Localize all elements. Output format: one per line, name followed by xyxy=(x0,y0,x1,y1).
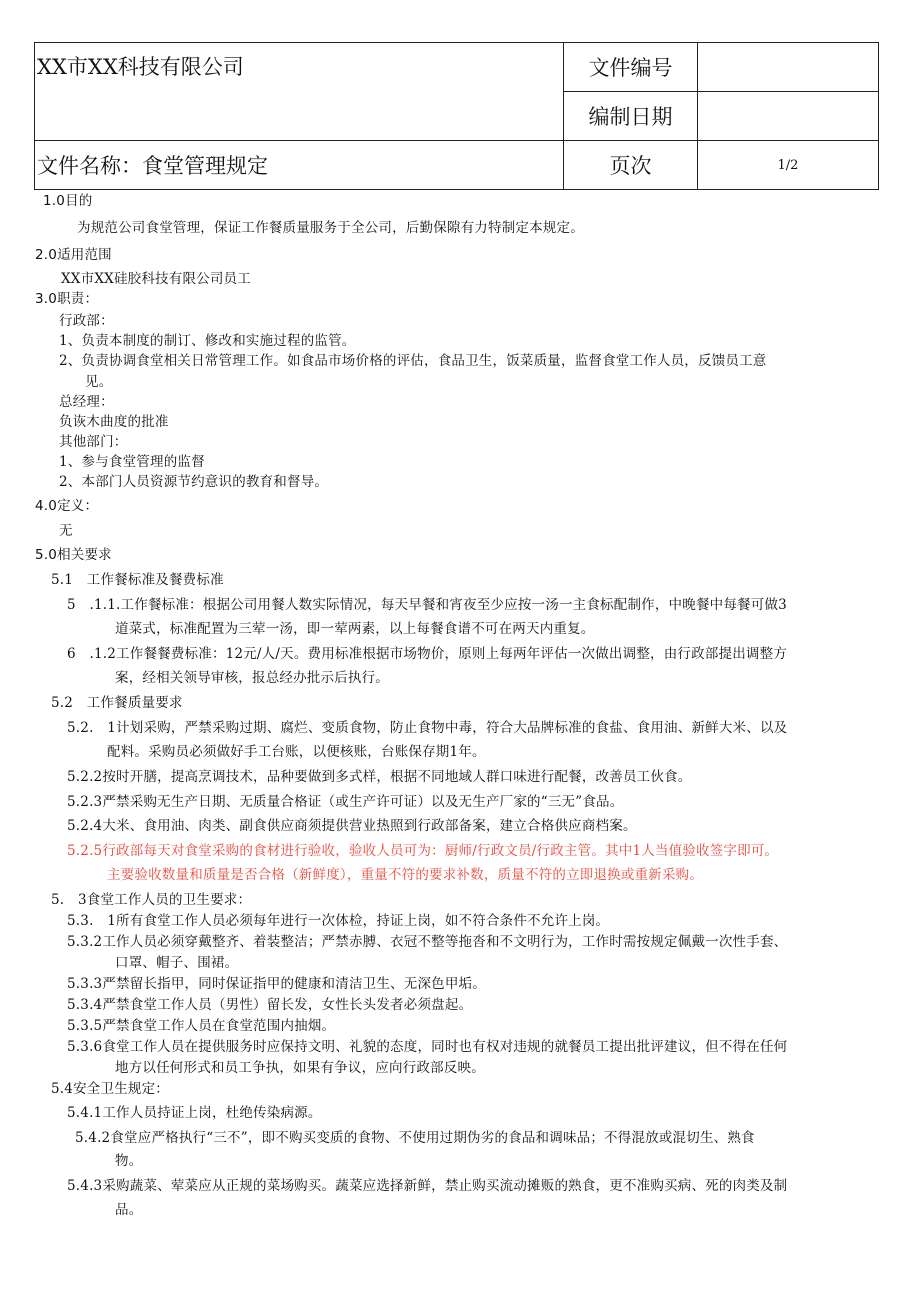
section-heading: 5.0相关要求 xyxy=(35,547,112,563)
paragraph-line: 1、参与食堂管理的监督 xyxy=(59,454,205,470)
paragraph-line: 5.3.3严禁留长指甲，同时保证指甲的健康和清洁卫生、无深色甲垢。 xyxy=(67,976,486,992)
paragraph-line: XX市XX硅胶科技有限公司员工 xyxy=(61,271,251,287)
section-heading: 1.0目的 xyxy=(43,193,93,209)
highlighted-line: 5.2.5行政部每天对食堂采购的食材进行验收，验收人员可为：厨师/行政文员/行政主管。其中1人当值验收签字即可。 xyxy=(67,843,779,859)
paragraph-line: 品。 xyxy=(115,1202,143,1218)
document-header-table xyxy=(34,42,879,190)
paragraph-line: 2、负责协调食堂相关日常管理工作。如食品市场价格的评估，食品卫生，饭菜质量，监督食堂工作人员，反馈员工意 xyxy=(59,353,767,369)
paragraph-line: 1、负责本制度的制订、修改和实施过程的监管。 xyxy=(59,333,356,349)
paragraph-line: 为规范公司食堂管理，保证工作餐质量服务于全公司，后勤保隙有力特制定本规定。 xyxy=(77,220,584,236)
compile-date-value xyxy=(698,92,879,141)
subsection-heading: 5.2 工作餐质量要求 xyxy=(51,695,183,711)
page-number: 1/2 xyxy=(698,141,879,190)
paragraph-line: 其他部门： xyxy=(59,434,128,450)
page-label: 页次 xyxy=(564,141,698,190)
paragraph-line: 5.3. 1所有食堂工作人员必须每年进行一次体检，持证上岗，如不符合条件不允许上岗。 xyxy=(67,913,610,929)
paragraph-line: 5.3.2工作人员必须穿戴整齐、着装整洁；严禁赤膊、衣冠不整等拖沓和不文明行为，工作时需按规定佩戴一次性手套、 xyxy=(67,934,788,950)
paragraph-line: 6 .1.2工作餐餐费标准：12元/人/天。费用标准根据市场物价，原则上每两年评估一次做出调整，由行政部提出调整方 xyxy=(67,646,788,662)
paragraph-line: 案，经相关领导审核，报总经办批示后执行。 xyxy=(115,670,389,686)
compile-date-label: 编制日期 xyxy=(564,92,698,141)
paragraph-line: 口罩、帽子、围裙。 xyxy=(115,955,239,971)
paragraph-line: 负诙木曲度的批准 xyxy=(59,414,169,430)
paragraph-line: 5.2.4大米、食用油、肉类、副食供应商须提供营业热照到行政部备案，建立合格供应商档案。 xyxy=(67,818,637,834)
subsection-heading: 5.4安全卫生规定： xyxy=(51,1081,169,1097)
file-number-label: 文件编号 xyxy=(564,43,698,92)
paragraph-line: 5.4.3采购蔬菜、荤菜应从正规的菜场购买。蔬菜应选择新鲜，禁止购买流动摊贩的熟食，更不准购买病、死的肉类及制 xyxy=(67,1178,788,1194)
paragraph-line: 5.3.5严禁食堂工作人员在食堂范围内抽烟。 xyxy=(67,1018,336,1034)
paragraph-line: 行政部： xyxy=(59,313,114,329)
subsection-heading: 5. 3食堂工作人员的卫生要求： xyxy=(51,892,252,908)
section-heading: 4.0定义： xyxy=(35,498,99,514)
paragraph-line: 5.4.1工作人员持证上岗，杜绝传染病源。 xyxy=(67,1105,322,1121)
paragraph-line: 5.3.4严禁食堂工作人员（男性）留长发，女性长头发者必须盘起。 xyxy=(67,997,473,1013)
subsection-heading: 5.1 工作餐标准及餐费标准 xyxy=(51,572,224,588)
paragraph-line: 无 xyxy=(59,523,73,539)
section-heading: 2.0适用范围 xyxy=(35,247,112,263)
file-number-value xyxy=(698,43,879,92)
paragraph-line: 5 .1.1.工作餐标准：根据公司用餐人数实际情况，每天早餐和宵夜至少应按一汤一主食标配制作，中晚餐中每餐可做3 xyxy=(67,597,787,613)
paragraph-line: 5.4.2食堂应严格执行“三不”，即不购买变质的食物、不使用过期伪劣的食品和调味品；不得混放或混切生、熟食 xyxy=(75,1130,755,1146)
paragraph-line: 物。 xyxy=(115,1153,143,1169)
paragraph-line: 5.3.6食堂工作人员在提供服务时应保持文明、礼貌的态度，同时也有权对违规的就餐员工提出批评建议，但不得在任何 xyxy=(67,1039,788,1055)
paragraph-line: 5.2.2按时开膳，提高烹调技术，品种要做到多式样，根据不同地域人群口味进行配餐，改善员工伙食。 xyxy=(67,769,692,785)
paragraph-line: 道菜式，标准配置为三荤一汤，即一荤两素，以上每餐食谱不可在两天内重复。 xyxy=(115,621,595,637)
paragraph-line: 5.2.3严禁采购无生产日期、无质量合格证（或生产许可证）以及无生产厂家的“三无”食品。 xyxy=(67,794,624,810)
paragraph-line: 配料。采购员必须做好手工台账，以便核账，台账保存期1年。 xyxy=(107,744,486,760)
document-title: 文件名称：食堂管理规定 xyxy=(35,141,564,190)
paragraph-line: 总经理： xyxy=(59,394,114,410)
highlighted-line: 主要验收数量和质量是否合格（新鲜度），重量不符的要求补数，质量不符的立即退换或重新采购。 xyxy=(107,867,704,883)
paragraph-line: 地方以任何形式和员工争执，如果有争议，应向行政部反映。 xyxy=(115,1060,485,1076)
section-heading: 3.0职责： xyxy=(35,291,99,307)
paragraph-line: 5.2. 1计划采购，严禁采购过期、腐烂、变质食物，防止食物中毒，符合大品牌标准的食盐、食用油、新鲜大米、以及 xyxy=(67,720,788,736)
company-name: XX市XX科技有限公司 xyxy=(35,43,564,141)
paragraph-line: 2、本部门人员资源节约意识的教育和督导。 xyxy=(59,474,329,490)
paragraph-line: 见。 xyxy=(85,374,113,390)
